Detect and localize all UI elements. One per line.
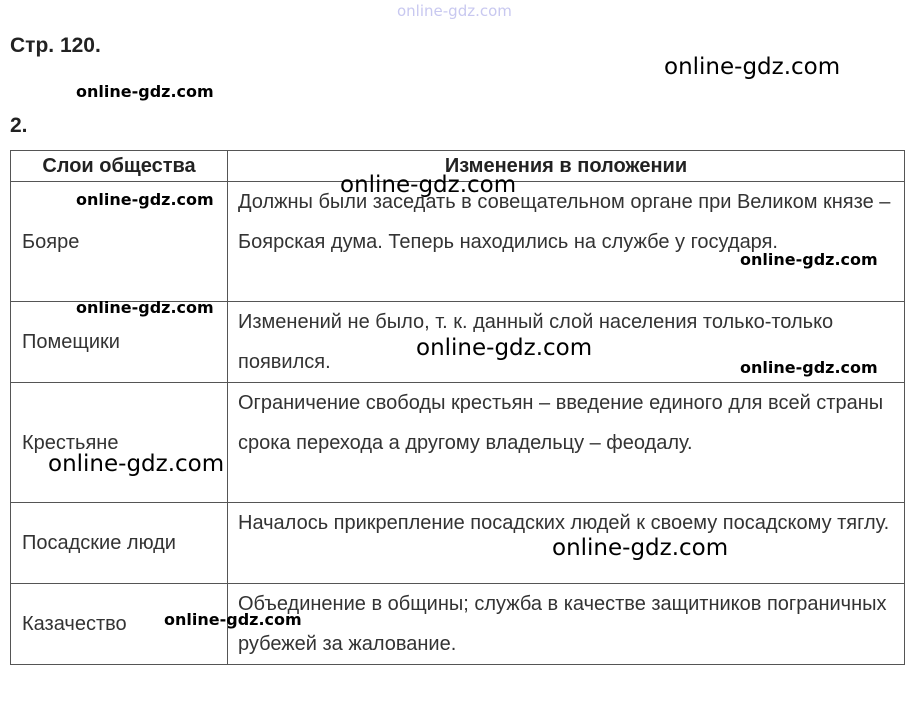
change-cell: Ограничение свободы крестьян – введение единого для всей страны срока перехода а другому владельцу – феодалу. — [228, 383, 905, 503]
watermark: online-gdz.com — [164, 610, 302, 629]
society-layers-table — [10, 150, 905, 665]
column-header-layers: Слои общества — [11, 151, 228, 182]
watermark: online-gdz.com — [76, 298, 214, 317]
watermark: online-gdz.com — [340, 172, 517, 198]
watermark: online-gdz.com — [552, 535, 729, 561]
watermark: online-gdz.com — [76, 82, 214, 101]
layer-cell: Помещики — [11, 302, 228, 383]
table-row — [11, 503, 905, 584]
layer-cell: Посадские люди — [11, 503, 228, 584]
watermark: online-gdz.com — [48, 451, 225, 477]
change-cell: Началось прикрепление посадских людей к своему посадскому тяглу. — [228, 503, 905, 584]
layer-cell: Бояре — [11, 182, 228, 302]
change-cell: Объединение в общины; служба в качестве защитников пограничных рубежей за жалование. — [228, 584, 905, 665]
change-cell: Должны были заседать в совещательном органе при Великом князе – Боярская дума. Теперь находились на службе у государя. — [228, 182, 905, 302]
change-cell: Изменений не было, т. к. данный слой населения только-только появился. — [228, 302, 905, 383]
watermark: online-gdz.com — [76, 190, 214, 209]
page-reference: Стр. 120. — [10, 34, 101, 57]
task-number: 2. — [10, 114, 28, 137]
table-row — [11, 584, 905, 665]
watermark: online-gdz.com — [664, 54, 841, 80]
watermark: online-gdz.com — [740, 358, 878, 377]
top-watermark: online-gdz.com — [397, 2, 512, 20]
table-row — [11, 383, 905, 503]
column-header-changes: Изменения в положении — [228, 151, 905, 182]
layer-cell: Крестьяне — [11, 383, 228, 503]
layer-cell: Казачество — [11, 584, 228, 665]
watermark: online-gdz.com — [740, 250, 878, 269]
watermark: online-gdz.com — [416, 335, 593, 361]
